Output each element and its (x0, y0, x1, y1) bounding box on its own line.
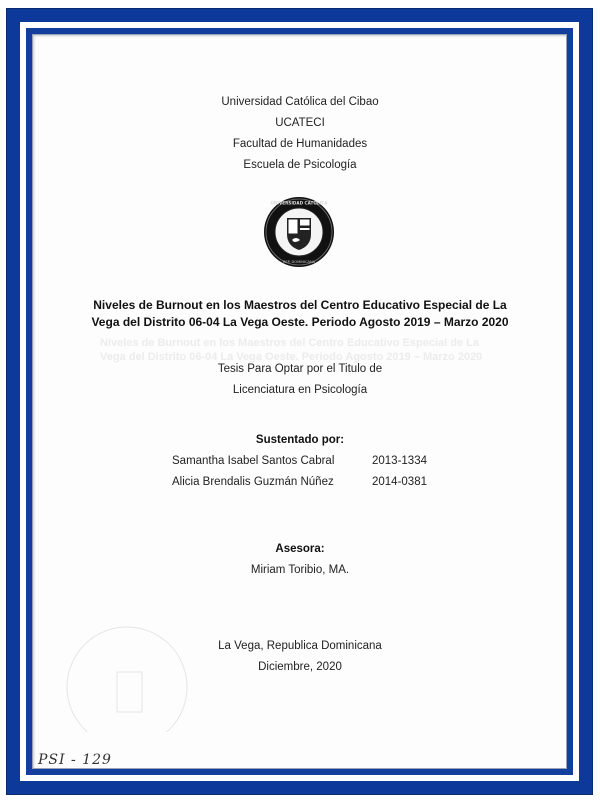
faded-stamp-icon (62, 622, 192, 737)
thesis-title-line-2: Vega del Distrito 06-04 La Vega Oeste. Periodo Agosto 2019 – Marzo 2020 (91, 315, 509, 329)
thesis-title-line-1: Niveles de Burnout en los Maestros del Centro Educativo Especial de La (93, 298, 507, 312)
advisor-name: Miriam Toribio, MA. (250, 564, 350, 576)
university-name: Universidad Católica del Cibao (221, 96, 379, 108)
author-id: 2013-1334 (372, 455, 427, 467)
bleed-through-line-2: Vega del Distrito 06-04 La Vega Oeste. Periodo Agosto 2019 – Marzo 2020 (100, 351, 483, 363)
date: Diciembre, 2020 (258, 661, 342, 673)
bleed-through-text (100, 336, 520, 364)
svg-text:UNIVERSIDAD CATOLICA: UNIVERSIDAD CATOLICA (270, 200, 328, 206)
handwritten-catalog-code: PSI - 129 (38, 752, 112, 768)
faculty-name: Facultad de Humanidades (232, 138, 368, 150)
university-acronym: UCATECI (275, 117, 325, 129)
author-name: Samantha Isabel Santos Cabral (172, 455, 335, 467)
author-id: 2014-0381 (372, 476, 427, 488)
authors-heading: Sustentado por: (255, 434, 345, 446)
advisor-heading: Asesora: (275, 543, 325, 555)
location: La Vega, Republica Dominicana (218, 640, 382, 652)
author-name: Alicia Brendalis Guzmán Núñez (172, 476, 334, 488)
bleed-through-line-1: Niveles de Burnout en los Maestros del Centro Educativo Especial de La (100, 337, 479, 349)
degree-line-2: Licenciatura en Psicología (232, 384, 368, 396)
university-seal-icon (263, 196, 335, 273)
svg-text:REP. DOMINICANA: REP. DOMINICANA (282, 260, 316, 264)
school-name: Escuela de Psicología (243, 159, 357, 171)
degree-line-1: Tesis Para Optar por el Titulo de (217, 363, 383, 375)
